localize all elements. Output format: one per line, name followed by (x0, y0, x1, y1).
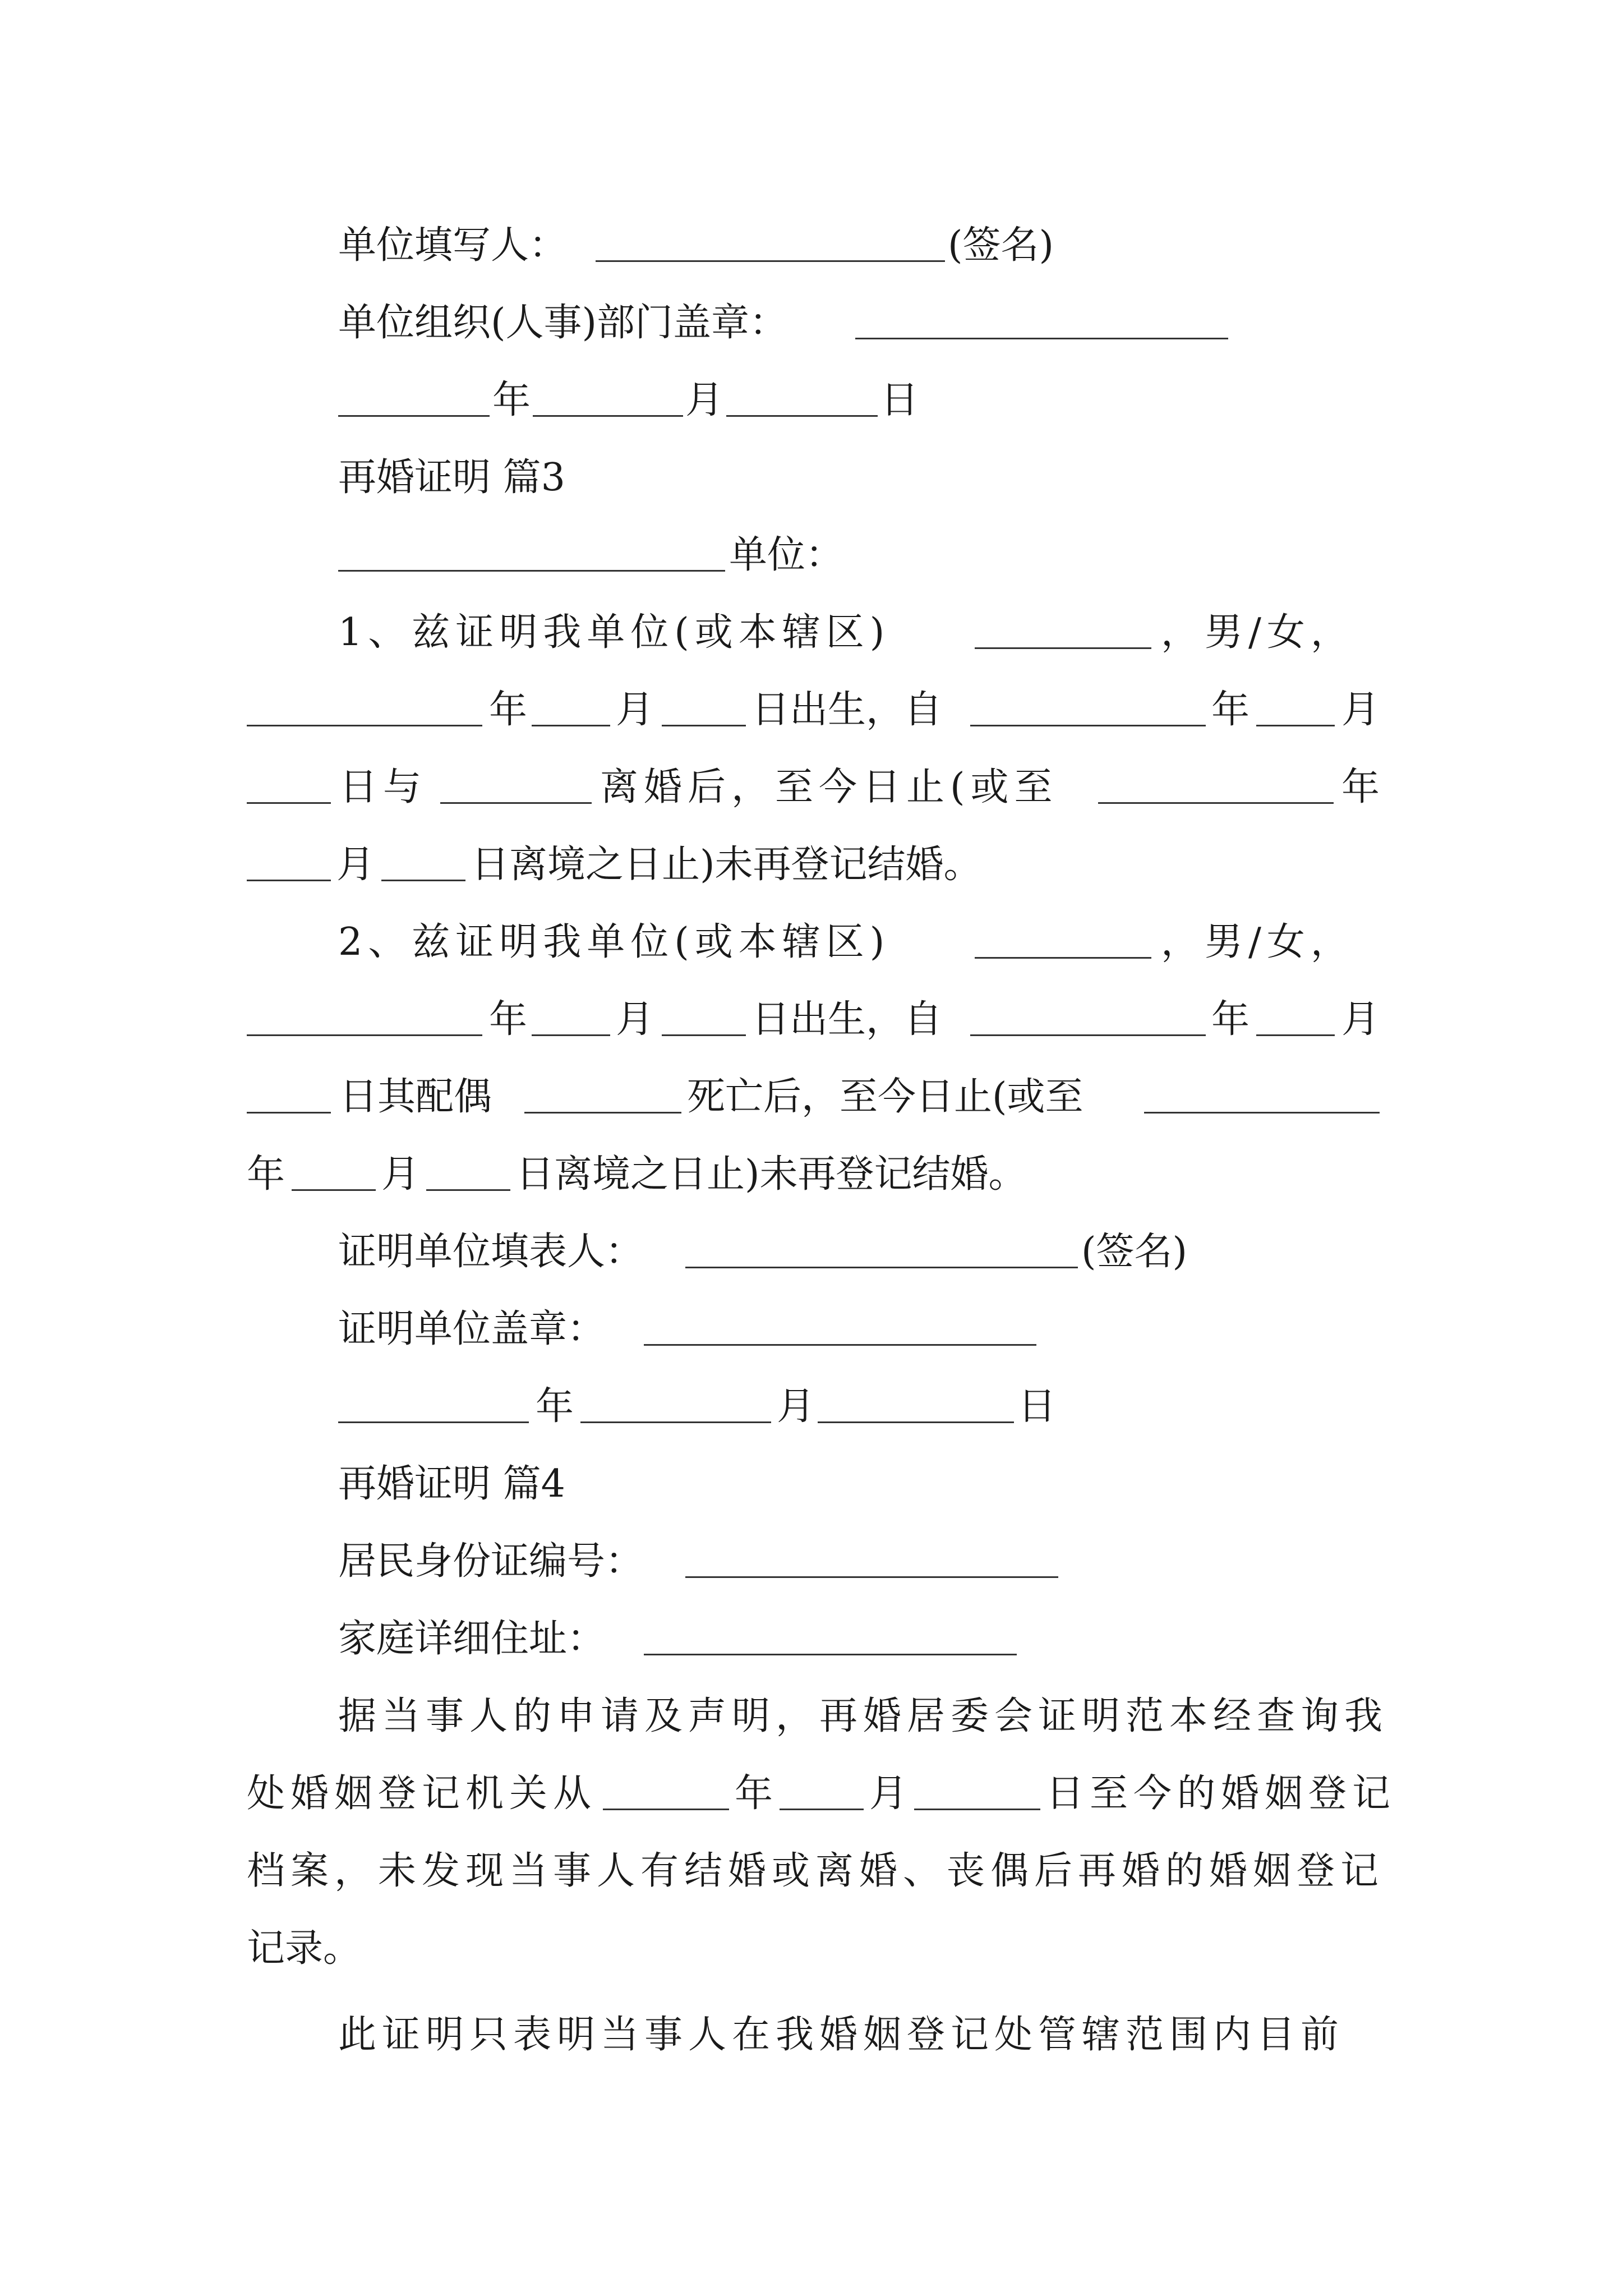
para2-text-a: 2、兹证明我单位(或本辖区) (338, 920, 891, 964)
until-year-blank (1098, 802, 1334, 804)
address-label: 家庭详细住址： (338, 1617, 606, 1661)
p2-from-year-label: 年 (1211, 997, 1250, 1042)
para2-row3 (0, 1058, 1623, 1137)
from-month-label: 月 (1341, 688, 1380, 732)
para2-row2 (0, 981, 1623, 1059)
para1-text-b: ，男/女， (1161, 610, 1354, 655)
birth-month-label: 月 (616, 688, 654, 732)
p2-until-month-blank (292, 1189, 376, 1191)
cert-filler-line (0, 1213, 1623, 1291)
unit-blank (338, 570, 725, 572)
section-heading-3 (0, 439, 1623, 517)
address-line (0, 1600, 1623, 1678)
p2-birth-year-label: 年 (489, 997, 528, 1042)
p2-from-year-blank (970, 1034, 1206, 1036)
p2-until-year-blank (1144, 1112, 1380, 1114)
cert-filler-blank (685, 1267, 1078, 1268)
day-blank (726, 415, 878, 417)
year-blank-2 (338, 1421, 529, 1423)
p2-until-year-label: 年 (247, 1152, 285, 1197)
dept-seal-blank (855, 338, 1228, 339)
id-number-label: 居民身份证编号： (338, 1539, 644, 1584)
cert-seal-line (0, 1290, 1623, 1369)
birth-month-blank (532, 725, 610, 726)
cert-signature-note: (签名) (1081, 1230, 1188, 1274)
record-month-blank (780, 1809, 864, 1810)
date-line-1 (0, 361, 1623, 440)
id-number-line (0, 1522, 1623, 1601)
filler-label: 单位填写人： (338, 223, 568, 268)
dept-seal-line (0, 284, 1623, 362)
para3-row3 (0, 1832, 1623, 1911)
cert-seal-label: 证明单位盖章： (338, 1307, 606, 1351)
month-label: 月 (685, 378, 724, 422)
month-blank-2 (580, 1421, 771, 1423)
signature-note: (签名) (948, 223, 1054, 268)
dept-seal-label: 单位组织(人事)部门盖章： (338, 301, 788, 345)
p2-until-month-label: 月 (381, 1152, 420, 1197)
heading-3-text: 再婚证明 篇3 (338, 455, 565, 500)
unit-address-line (0, 516, 1623, 595)
address-blank (644, 1654, 1017, 1655)
cert-seal-blank (644, 1344, 1036, 1346)
from-month-blank (1256, 725, 1335, 726)
p2-until-day-blank (426, 1189, 510, 1191)
spouse-name-blank (524, 1112, 681, 1114)
para1-divorce-text: 离婚后，至今日止(或至 (600, 765, 1058, 809)
day-label-2: 日 (1018, 1384, 1057, 1429)
filler-blank (596, 260, 945, 262)
year-label: 年 (492, 378, 531, 422)
p2-birth-month-label: 月 (616, 997, 654, 1042)
para1-row1 (0, 593, 1623, 672)
p2-from-month-label: 月 (1341, 997, 1380, 1042)
death-day-blank (247, 1112, 331, 1114)
para1-row4 (0, 826, 1623, 904)
month-blank (533, 415, 683, 417)
month-label-2: 月 (777, 1384, 815, 1429)
p2-from-month-blank (1256, 1034, 1335, 1036)
para2-death-text: 死亡后，至今日止(或至 (687, 1075, 1083, 1119)
record-year-label: 年 (735, 1772, 773, 1816)
from-year-label: 年 (1211, 688, 1250, 732)
p2-birth-day-label: 日出生，自 (751, 997, 943, 1042)
para3-row4 (0, 1910, 1623, 1988)
cert-filler-label: 证明单位填表人： (338, 1230, 644, 1274)
day-blank-2 (818, 1421, 1014, 1423)
until-day-blank (381, 880, 465, 881)
para1-end-text: 日离境之日止)未再登记结婚。 (471, 843, 982, 887)
year-label-2: 年 (536, 1384, 574, 1429)
record-day-blank (914, 1809, 1040, 1810)
p2-birth-day-blank (662, 1034, 746, 1036)
para4-text-1: 此证明只表明当事人在我婚姻登记处管辖范围内目前 (338, 2013, 1345, 2057)
p2-birth-year-blank (247, 1034, 482, 1036)
until-year-label: 年 (1341, 765, 1380, 809)
record-month-label: 月 (869, 1772, 908, 1816)
para1-name-blank (975, 647, 1151, 649)
record-year-blank (603, 1809, 729, 1810)
para3-text-2b: 日至今的婚姻登记 (1046, 1772, 1396, 1816)
para1-row3 (0, 748, 1623, 827)
birth-day-label: 日出生，自 (751, 688, 943, 732)
until-month-blank (247, 880, 331, 881)
para2-name-blank (975, 957, 1151, 959)
day-label: 日 (880, 378, 919, 422)
unit-label: 单位： (729, 533, 844, 577)
para1-with-label: 日与 (339, 765, 427, 809)
para4-row1 (0, 1996, 1623, 2074)
year-blank (338, 415, 490, 417)
para2-row1 (0, 903, 1623, 982)
birth-year-blank (247, 725, 482, 726)
section-heading-4 (0, 1445, 1623, 1524)
para2-row4 (0, 1135, 1623, 1214)
p2-birth-month-blank (532, 1034, 610, 1036)
id-number-blank (685, 1576, 1058, 1578)
para1-row2 (0, 671, 1623, 749)
para3-text-1: 据当事人的申请及声明，再婚居委会证明范本经查询我 (338, 1694, 1389, 1738)
divorce-spouse-blank (440, 802, 592, 804)
birth-year-label: 年 (489, 688, 528, 732)
from-year-blank (970, 725, 1206, 726)
para3-text-4: 记录。 (247, 1926, 362, 1971)
until-month-label: 月 (336, 843, 375, 887)
para2-text-b: ，男/女， (1161, 920, 1354, 964)
divorce-day-blank (247, 802, 331, 804)
birth-day-blank (662, 725, 746, 726)
para2-spouse-label: 日其配偶 (339, 1075, 492, 1119)
date-line-2 (0, 1368, 1623, 1446)
para2-end-text: 日离境之日止)未再登记结婚。 (516, 1152, 1027, 1197)
filler-signature-line (0, 206, 1623, 285)
para3-row2 (0, 1755, 1623, 1833)
para3-text-3: 档案，未发现当事人有结婚或离婚、丧偶后再婚的婚姻登记 (247, 1849, 1385, 1893)
para3-row1 (0, 1677, 1623, 1756)
para3-text-2a: 处婚姻登记机关从 (247, 1772, 597, 1816)
para1-text-a: 1、兹证明我单位(或本辖区) (338, 610, 891, 655)
heading-4-text: 再婚证明 篇4 (338, 1462, 565, 1506)
